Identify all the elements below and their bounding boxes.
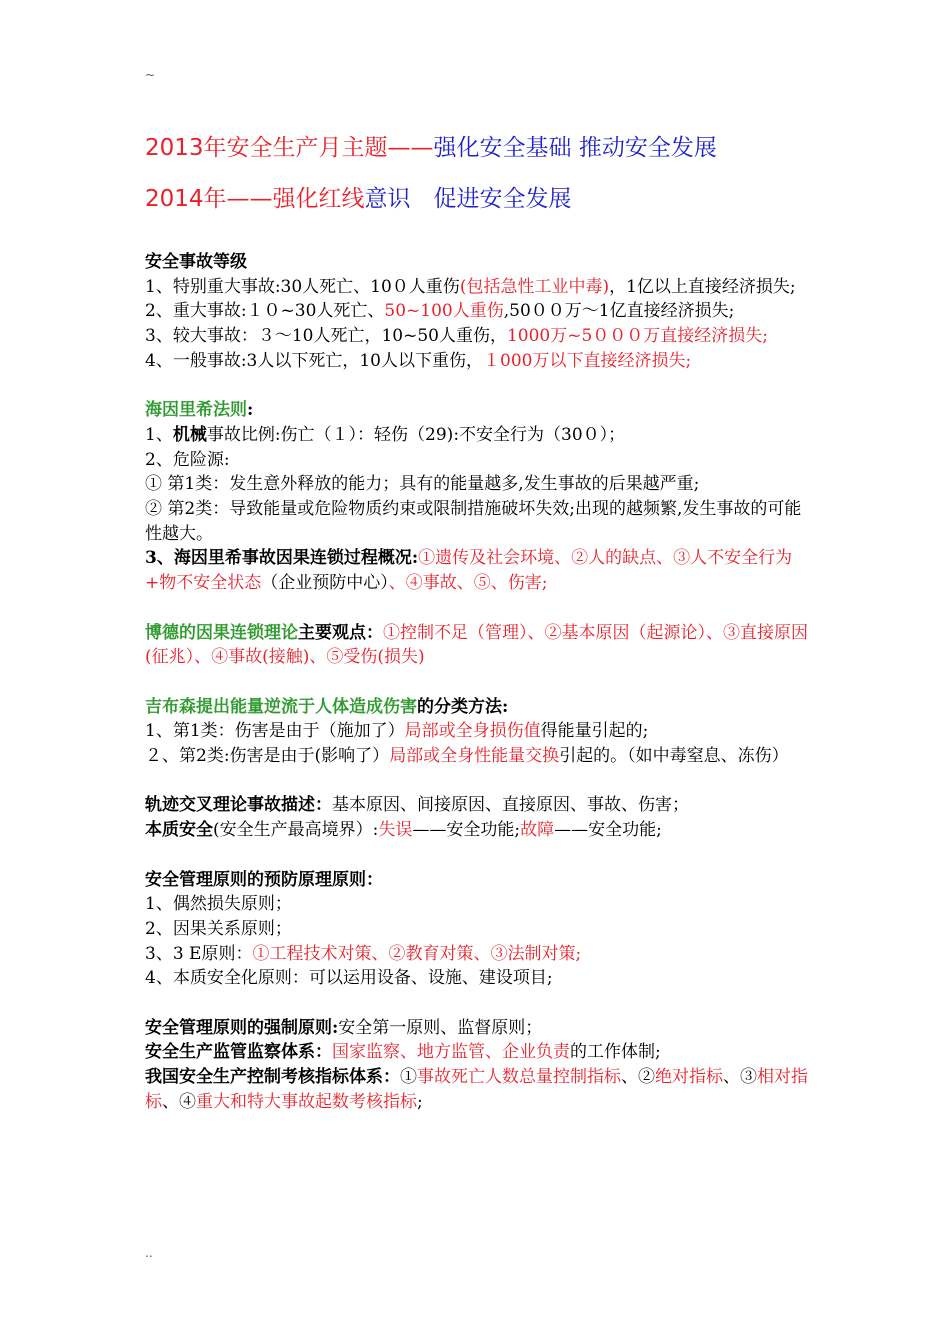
page-mark-bottom: .. xyxy=(145,1246,153,1260)
gibson-item-1: 1、第1类：伤害是由于（施加了）局部或全身损伤值得能量引起的; xyxy=(145,721,649,742)
page-mark-top: ~ xyxy=(145,68,156,82)
levels-item-4: 4、一般事故:3人以下死亡，10人以下重伤，１000万以下直接经济损失; xyxy=(145,350,692,371)
title-2014-blue: 意识 促进安全发展 xyxy=(364,186,572,212)
levels-item-2: 2、重大事故:１０~30人死亡、50~100人重伤,50００万～1亿直接经济损失; xyxy=(145,301,735,322)
heinrich-item-4: ② 第2类：导致能量或危险物质约束或限制措施破坏失效;出现的越频繁,发生事故的可能性越大。 xyxy=(145,499,802,544)
prevention-item-2: 2、因果关系原则； xyxy=(145,918,292,939)
prevention-heading: 安全管理原则的预防原理原则： xyxy=(145,869,383,890)
title-2013 xyxy=(145,133,717,163)
heinrich-item-3: ① 第1类：发生意外释放的能力；具有的能量越多,发生事故的后果越严重; xyxy=(145,474,700,495)
levels-item-3: 3、较大事故：３～10人死亡，10~50人重伤，1000万~5０００万直接经济损失; xyxy=(145,326,769,347)
gibson-heading: 吉布森提出能量逆流于人体造成伤害的分类方法: xyxy=(145,696,509,717)
title-2013-theme: 强化安全基础 推动安全发展 xyxy=(433,135,717,161)
indicator-system: 我国安全生产控制考核指标体系：①事故死亡人数总量控制指标、②绝对指标、③相对指标、④重大和特大事故起数考核指标; xyxy=(145,1067,808,1112)
prevention-item-1: 1、偶然损失原则； xyxy=(145,894,292,915)
heinrich-item-2: 2、危险源: xyxy=(145,449,230,470)
title-2013-year: 2013年安全生产月主题—— xyxy=(145,135,434,161)
document-body xyxy=(145,250,817,1115)
heinrich-heading: 海因里希法则: xyxy=(145,400,254,421)
levels-heading: 安全事故等级 xyxy=(145,252,247,272)
prevention-item-3: 3、3 E原则：①工程技术对策、②教育对策、③法制对策; xyxy=(145,943,582,964)
title-2014-red: 红线 xyxy=(318,186,365,212)
supervision-system: 安全生产监管监察体系：国家监察、地方监管、企业负责的工作体制; xyxy=(145,1042,661,1063)
mandatory-principle: 安全管理原则的强制原则:安全第一原则、监督原则； xyxy=(145,1017,543,1038)
bird-theory: 博德的因果连锁理论主要观点：①控制不足（管理）、②基本原因（起源论）、③直接原因(征兆）、④事故(接触)、⑤受伤(损失) xyxy=(145,622,808,668)
title-2014-year: 2014年——强化 xyxy=(145,186,319,212)
heinrich-item-5: 3、海因里希事故因果连锁过程概况:①遗传及社会环境、②人的缺点、③人不安全行为+物不安全状态（企业预防中心）、④事故、⑤、伤害; xyxy=(145,548,793,594)
prevention-item-4: 4、本质安全化原则：可以运用设备、设施、建设项目; xyxy=(145,968,553,989)
levels-item-1: 1、特别重大事故:30人死亡、10０人重伤(包括急性工业中毒)，1亿以上直接经济损失; xyxy=(145,276,796,297)
intrinsic-safety: 本质安全(安全生产最高境界）:失误——安全功能;故障——安全功能; xyxy=(145,820,662,841)
title-2014 xyxy=(145,184,572,214)
trajectory-theory: 轨迹交叉理论事故描述：基本原因、间接原因、直接原因、事故、伤害； xyxy=(145,795,689,816)
heinrich-item-1: 1、机械事故比例:伤亡（１）：轻伤（29):不安全行为（30０）； xyxy=(145,424,626,445)
gibson-item-2: ２、第2类:伤害是由于(影响了）局部或全身性能量交换引起的。（如中毒窒息、冻伤） xyxy=(145,746,789,767)
